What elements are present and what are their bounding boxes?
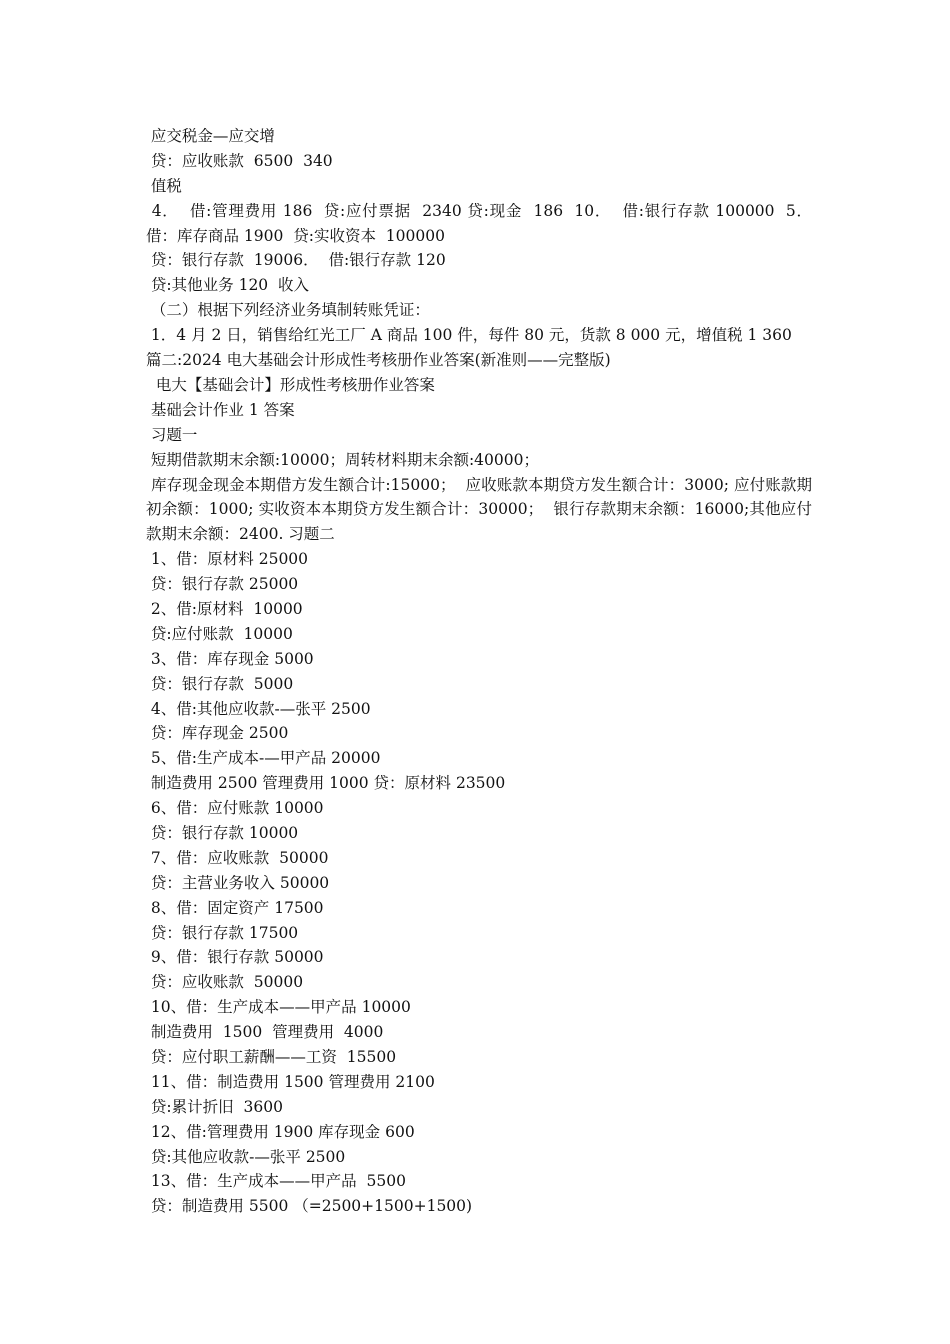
text-line: 1．4 月 2 日，销售给红光工厂 A 商品 100 件，每件 80 元，货款 8 000 元，增值税 1 360 (146, 326, 792, 345)
journal-entry-line: 贷：银行存款 10000 (146, 824, 299, 843)
journal-entry-line: 贷：银行存款 25000 (146, 575, 299, 594)
text-line: 贷：应收账款 6500 340 (146, 151, 333, 170)
document-body (146, 124, 822, 1219)
journal-entry-line: 8、借：固定资产 17500 (146, 898, 324, 917)
text-line: 应交税金—应交增 (146, 127, 275, 145)
journal-entry-line: 9、借：银行存款 50000 (146, 948, 324, 967)
text-line: 4． 借:管理费用 186 贷:应付票据 2340 贷:现金 186 10． 借:银行存款 100000 5． 借：库存商品 1900 贷:实收资本 100000 (146, 201, 822, 245)
journal-entry-line: 贷：主营业务收入 50000 (146, 873, 330, 892)
journal-entry-line: 制造费用 1500 管理费用 4000 (146, 1023, 384, 1042)
journal-entry-line: 12、借:管理费用 1900 库存现金 600 (146, 1122, 415, 1141)
section-heading: （二）根据下列经济业务填制转账凭证： (146, 301, 430, 320)
text-line: 贷：银行存款 19006． 借:银行存款 120 (146, 251, 446, 270)
journal-entry-line: 5、借:生产成本-—甲产品 20000 (146, 749, 381, 768)
journal-entry-line: 3、借：库存现金 5000 (146, 649, 314, 668)
exercise-heading: 习题一 (146, 425, 198, 444)
journal-entry-line: 13、借：生产成本——甲产品 5500 (146, 1172, 406, 1191)
journal-entry-line: 制造费用 2500 管理费用 1000 贷：原材料 23500 (146, 774, 506, 793)
journal-entry-line: 贷:累计折旧 3600 (146, 1097, 283, 1116)
text-line: 库存现金现金本期借方发生额合计:15000； 应收账款本期贷方发生额合计：3000; 应付账款期初余额：1000; 实收资本本期贷方发生额合计：30000； 银行存款期末余额：16000;其他应付款期末余额：2400. 习题二 (146, 475, 812, 544)
journal-entry-line: 贷:其他应收款-—张平 2500 (146, 1147, 346, 1166)
journal-entry-line: 10、借：生产成本——甲产品 10000 (146, 998, 411, 1017)
journal-entry-line: 贷：库存现金 2500 (146, 724, 289, 743)
journal-entry-line: 6、借：应付账款 10000 (146, 799, 324, 818)
journal-entry-line: 贷：应收账款 50000 (146, 973, 304, 992)
journal-entry-line: 贷：应付职工薪酬——工资 15500 (146, 1048, 397, 1067)
journal-entry-line: 7、借：应收账款 50000 (146, 848, 329, 867)
text-line: 值税 (146, 176, 182, 195)
section-heading: 基础会计作业 1 答案 (146, 400, 295, 419)
journal-entry-line: 11、借：制造费用 1500 管理费用 2100 (146, 1072, 435, 1091)
text-line: 贷:其他业务 120 收入 (146, 276, 310, 295)
document-title: 电大【基础会计】形成性考核册作业答案 (146, 375, 435, 394)
journal-entry-line: 贷：银行存款 5000 (146, 674, 294, 693)
journal-entry-line: 1、借：原材料 25000 (146, 550, 309, 569)
section-heading: 篇二:2024 电大基础会计形成性考核册作业答案(新准则——完整版) (146, 351, 611, 370)
journal-entry-line: 贷:应付账款 10000 (146, 624, 293, 643)
journal-entry-line: 贷：制造费用 5500 （=2500+1500+1500) (146, 1197, 473, 1216)
journal-entry-line: 2、借:原材料 10000 (146, 600, 303, 618)
journal-entry-line: 贷：银行存款 17500 (146, 923, 299, 942)
journal-entry-line: 4、借:其他应收款-—张平 2500 (146, 699, 371, 718)
text-line: 短期借款期末余额:10000；周转材料期末余额:40000； (146, 450, 539, 469)
